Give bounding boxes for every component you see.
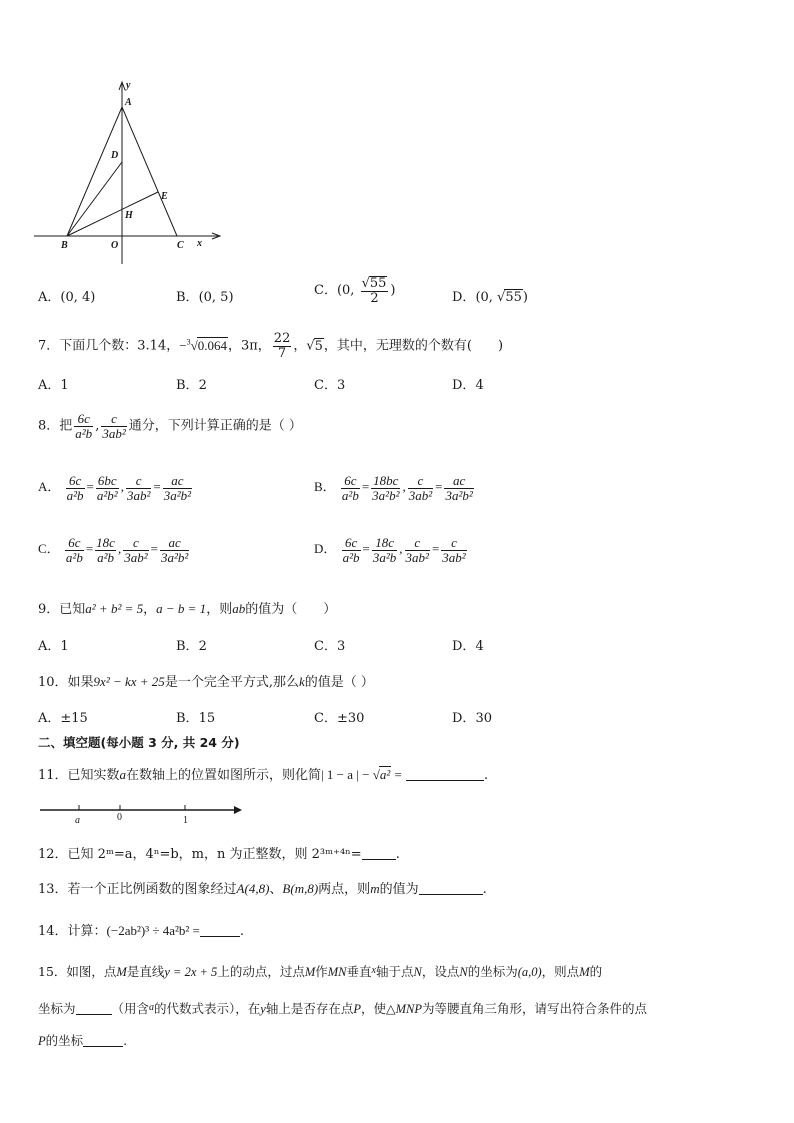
q9-option-c[interactable]: C．3	[314, 639, 346, 654]
q6-option-d[interactable]: D．(0, √55)	[452, 290, 528, 305]
equation: a − b = 1	[156, 601, 207, 616]
question-number: 10．如果	[38, 675, 94, 690]
q8-option-a[interactable]: A． $\frac{6c}{\text{a²b}}$ = $\frac{6bc}{\text{a²b²}}$ , $\frac{c}{\text{3ab²}}$ = $\frac{ac}{\text{3a²b²}}$	[38, 473, 191, 503]
answer-blank[interactable]	[362, 847, 396, 860]
option-letter: C．	[314, 283, 337, 299]
q8-option-b[interactable]: B． $\frac{6c}{\text{a²b}}$ = $\frac{18bc}{\text{3a²b²}}$ , $\frac{c}{\text{3ab²}}$ = $\frac{ac}{\text{3a²b²}}$	[314, 473, 473, 503]
cube-root-radicand: 0.064	[197, 337, 227, 353]
label-B: B	[61, 240, 68, 251]
option-value: (0, 4)	[60, 290, 96, 305]
label-y: y	[126, 80, 131, 91]
segment-AB	[67, 107, 122, 236]
q14-question: 14．计算：(−2ab²)³ ÷ 4a²b² = .	[38, 923, 245, 939]
label-D: D	[111, 150, 119, 161]
question-text: 下面几个数：3.14，	[59, 338, 180, 354]
answer-blank[interactable]	[83, 1034, 123, 1047]
q10-option-a[interactable]: A．±15	[38, 711, 88, 726]
q8-option-c[interactable]: C． $\frac{6c}{\text{a²b}}$ = $\frac{18c}{\text{a²b}}$ , $\frac{c}{\text{3ab²}}$ = $\frac{ac}{\text{3a²b²}}$	[38, 535, 189, 565]
variable: ab	[232, 601, 246, 616]
option-value: (0, 5)	[198, 290, 234, 305]
q9-question: 9．已知a² + b² = 5，a − b = 1，则ab的值为（ ）	[38, 601, 337, 617]
answer-blank[interactable]	[419, 882, 483, 895]
label-a: a	[75, 815, 80, 826]
variable: k	[298, 674, 305, 689]
answer-blank[interactable]	[76, 1002, 112, 1015]
q7-option-a[interactable]: A．1	[38, 378, 69, 393]
answer-blank[interactable]	[200, 924, 240, 937]
question-number: 8．把	[38, 418, 73, 434]
label-x: x	[197, 238, 202, 249]
radicand: 55	[369, 276, 387, 291]
question-number: 7．	[38, 338, 60, 354]
q11-question: 11．已知实数a在数轴上的位置如图所示，则化简| 1 − a | − √a² = .	[38, 767, 489, 783]
option-letter: B．	[176, 290, 199, 305]
label-zero: 0	[117, 812, 122, 823]
question-text: 通分，下列计算正确的是（ ）	[128, 418, 302, 434]
q10-option-b[interactable]: B．15	[176, 711, 216, 726]
segment-BD	[67, 162, 122, 236]
fraction: $\frac{c}{\text{3ab²}}$	[102, 411, 126, 441]
question-text: 13．若一个正比例函数的图象经过	[38, 882, 237, 897]
q15-line-1: 15．如图，点M是直线y = 2x + 5上的动点，过点M作MN垂直$^x$轴于点N，设点N的坐标为(a,0)，则点M的	[38, 964, 603, 979]
question-text: ，其中，无理数的个数有( )	[323, 338, 504, 354]
q15-line-3: P的坐标 .	[38, 1033, 128, 1048]
label-C: C	[177, 240, 184, 251]
q6-option-b[interactable]	[176, 286, 234, 305]
q7-question: 7．下面几个数：3.14，−$^3$√0.064，3π， $\frac{22}{7}$ ，√5，其中，无理数的个数有( )	[38, 331, 504, 361]
denominator: 2	[370, 290, 379, 306]
q12-question: 12．已知 2ᵐ=a，4ⁿ=b，m，n 为正整数，则 2³ᵐ⁺⁴ⁿ= .	[38, 847, 400, 862]
segment-BE	[67, 192, 158, 236]
q8-option-d[interactable]: D． $\frac{6c}{\text{a²b}}$ = $\frac{18c}{\text{3a²b}}$ , $\frac{c}{\text{3ab²}}$ = $\frac{c}{\text{3ab²}}$	[314, 535, 466, 565]
q10-option-c[interactable]: C．±30	[314, 711, 365, 726]
sqrt-radicand: 5	[314, 338, 323, 354]
option-letter: A．	[38, 290, 61, 305]
q6-option-c[interactable]	[314, 276, 395, 305]
question-text: 12．已知 2ᵐ=a，4ⁿ=b，m，n 为正整数，则 2³ᵐ⁺⁴ⁿ=	[38, 847, 362, 862]
number-line	[38, 800, 244, 826]
expression: (−2ab²)³ ÷ 4a²b² =	[106, 923, 200, 938]
option-letter: D．	[452, 290, 476, 305]
q9-option-a[interactable]: A．1	[38, 639, 69, 654]
question-number: 9．已知	[38, 602, 86, 617]
q7-option-c[interactable]: C．3	[314, 378, 346, 393]
option-prefix: (0,	[336, 283, 359, 299]
label-one: 1	[183, 815, 188, 826]
q15-line-2: 坐标为 （用含$^a$的代数式表示），在y轴上是否存在点P，使△MNP为等腰直角三角形，请写出符合条件的点	[38, 1001, 648, 1016]
question-number: 11．已知实数	[38, 768, 120, 783]
q6-option-a[interactable]	[38, 286, 95, 305]
q8-question: 8．把 $\frac{6c}{\text{a²b}}$ , $\frac{c}{\text{3ab²}}$ 通分，下列计算正确的是（ ）	[38, 411, 302, 441]
q9-option-d[interactable]: D．4	[452, 639, 484, 654]
label-O: O	[111, 240, 119, 251]
q10-question: 10．如果9x² − kx + 25是一个完全平方式,那么k的值是（ ）	[38, 674, 374, 690]
triangle-figure	[30, 72, 230, 268]
question-text: 14．计算：	[38, 924, 107, 939]
fraction-22-7: $\frac{22}{7}$	[273, 331, 291, 361]
section-heading: 二、填空题(每小题 3 分, 共 24 分)	[38, 735, 240, 750]
expression: | 1 − a | −	[321, 767, 373, 782]
label-H: H	[125, 210, 133, 221]
answer-blank[interactable]	[406, 768, 484, 781]
fraction: $\frac{6c}{\text{a²b}}$	[75, 411, 93, 441]
q7-option-b[interactable]: B．2	[176, 378, 207, 393]
equation: a² + b² = 5	[85, 601, 144, 616]
label-A: A	[125, 97, 132, 108]
q10-option-d[interactable]: D．30	[452, 711, 492, 726]
option-prefix: (0,	[475, 290, 498, 305]
expression: 9x² − kx + 25	[93, 674, 165, 689]
label-E: E	[161, 191, 168, 202]
option-suffix: )	[390, 283, 396, 299]
q9-option-b[interactable]: B．2	[176, 639, 207, 654]
q13-question: 13．若一个正比例函数的图象经过A(4,8)、B(m,8)两点，则m的值为 .	[38, 881, 487, 897]
q7-option-d[interactable]: D．4	[452, 378, 484, 393]
sqrt-fraction: $\frac{√55}{2}$	[361, 276, 387, 306]
question-text: ，3π，	[227, 338, 271, 354]
radicand: 55	[505, 290, 522, 305]
